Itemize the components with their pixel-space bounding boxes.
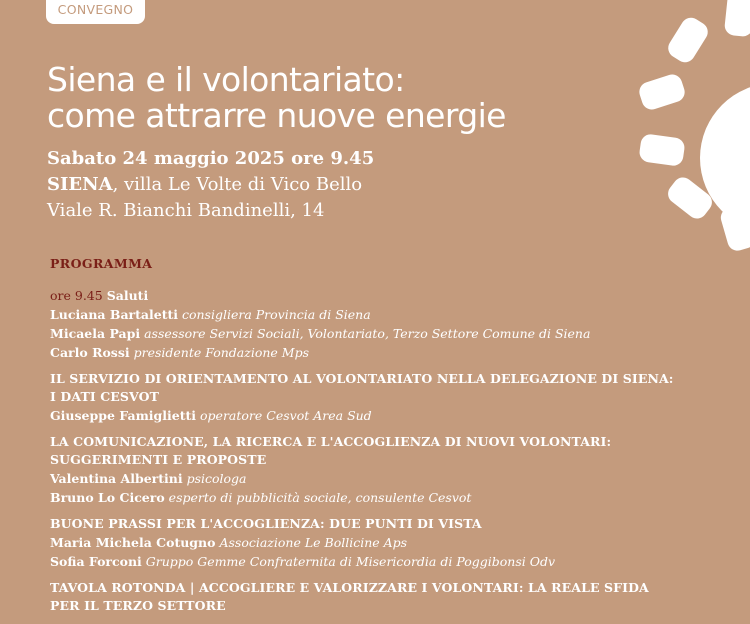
speaker-role: Gruppo Gemme Confraternita di Misericordia di Poggibonsi Odv — [145, 554, 556, 569]
speaker-row — [50, 469, 700, 488]
speaker-name: Sofia Forconi — [50, 554, 142, 569]
session-title: IL SERVIZIO DI ORIENTAMENTO AL VOLONTARIATO NELLA DELEGAZIONE DI SIENA: — [50, 371, 674, 386]
title-line-1: Siena e il volontariato: — [47, 60, 405, 99]
event-date: Sabato 24 maggio 2025 ore 9.45 — [47, 148, 375, 169]
speaker-name: Luciana Bartaletti — [50, 307, 178, 322]
speaker-role: psicologa — [186, 471, 247, 486]
speaker-row — [50, 488, 700, 507]
session-title: BUONE PRASSI PER L'ACCOGLIENZA: DUE PUNTI DI VISTA — [50, 516, 482, 531]
session-title: TAVOLA ROTONDA | ACCOGLIERE E VALORIZZARE I VOLONTARI: LA REALE SFIDA — [50, 580, 649, 595]
speaker-row — [50, 343, 700, 362]
saluti-label: Saluti — [106, 288, 149, 303]
speaker-role: consigliera Provincia di Siena — [181, 307, 371, 322]
programma-heading: PROGRAMMA — [50, 256, 153, 271]
convegno-badge: CONVEGNO — [46, 0, 145, 24]
speaker-role: presidente Fondazione Mps — [133, 345, 310, 360]
saluti-time: ore 9.45 — [50, 288, 103, 303]
event-info — [47, 146, 374, 224]
program — [50, 286, 700, 615]
sun-icon — [610, 0, 750, 260]
speaker-row — [50, 305, 700, 324]
speaker-row — [50, 406, 700, 425]
speaker-role: assessore Servizi Sociali, Volontariato, Terzo Settore Comune di Siena — [144, 326, 591, 341]
event-venue-name: , villa Le Volte di Vico Bello — [112, 174, 363, 195]
session-title: LA COMUNICAZIONE, LA RICERCA E L'ACCOGLIENZA DI NUOVI VOLONTARI: — [50, 434, 612, 449]
speaker-name: Micaela Papi — [50, 326, 141, 341]
event-city: SIENA — [47, 174, 113, 195]
session-title: I DATI CESVOT — [50, 389, 160, 404]
speaker-role: operatore Cesvot Area Sud — [200, 408, 372, 423]
saluti-header — [50, 286, 700, 305]
speaker-row — [50, 552, 700, 571]
session-title: SUGGERIMENTI E PROPOSTE — [50, 452, 267, 467]
speaker-name: Valentina Albertini — [50, 471, 183, 486]
event-venue — [47, 172, 374, 198]
speaker-row — [50, 324, 700, 343]
speaker-name: Bruno Lo Cicero — [50, 490, 165, 505]
page-title — [47, 62, 506, 134]
speaker-row — [50, 533, 700, 552]
speaker-name: Giuseppe Famiglietti — [50, 408, 197, 423]
speaker-name: Maria Michela Cotugno — [50, 535, 216, 550]
speaker-role: Associazione Le Bollicine Aps — [219, 535, 408, 550]
session-title: PER IL TERZO SETTORE — [50, 598, 226, 613]
speaker-role: esperto di pubblicità sociale, consulente Cesvot — [168, 490, 472, 505]
title-line-2: come attrarre nuove energie — [47, 96, 506, 135]
event-address: Viale R. Bianchi Bandinelli, 14 — [47, 200, 325, 221]
speaker-name: Carlo Rossi — [50, 345, 130, 360]
